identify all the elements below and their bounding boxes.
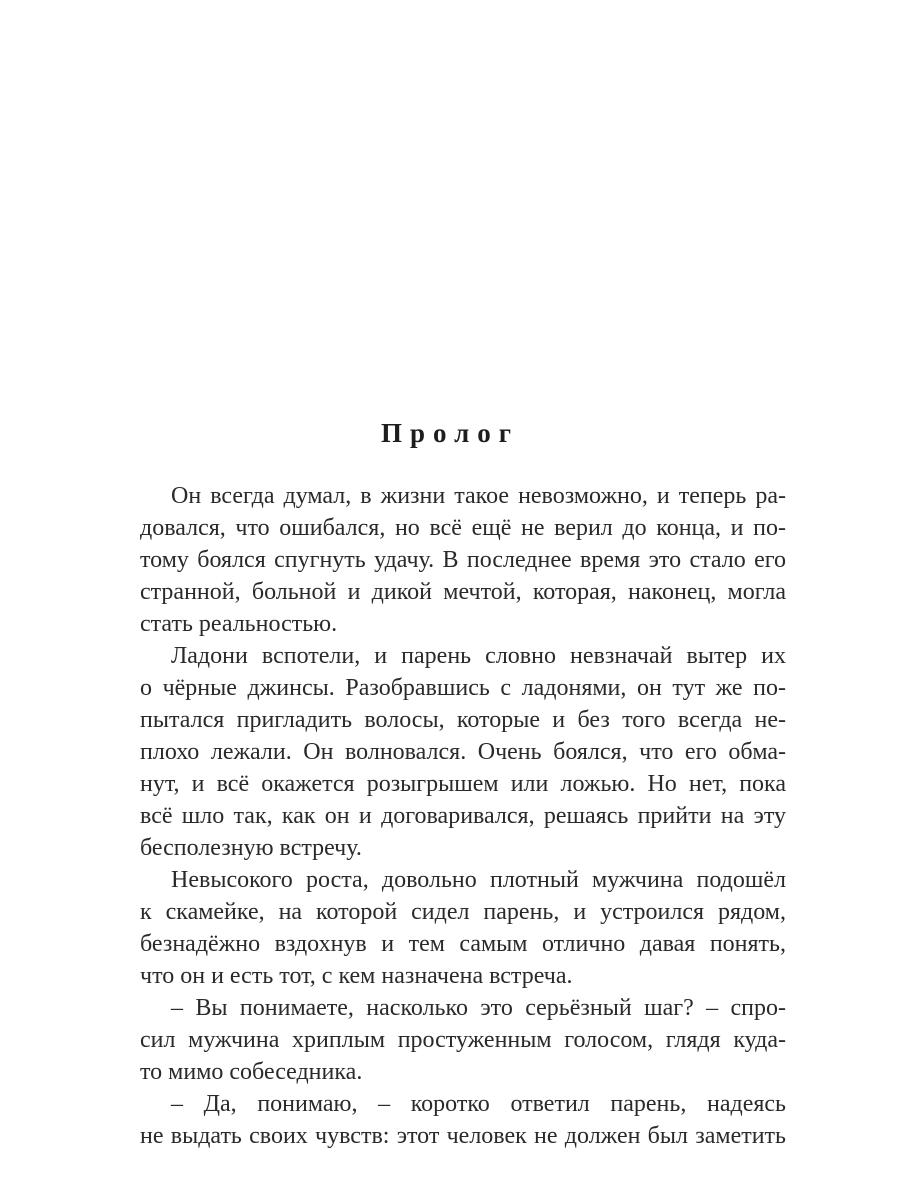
body-text	[140, 480, 786, 1152]
text-line: Невысокого роста, довольно плотный мужчина подошёл	[171, 867, 786, 893]
text-line: всё шло так, как он и договаривался, решаясь прийти на эту	[140, 803, 786, 829]
text-line: что он и есть тот, с кем назначена встреча.	[140, 963, 573, 989]
text-line: нут, и всё окажется розыгрышем или ложью. Но нет, пока	[140, 771, 786, 797]
paragraph	[140, 1088, 786, 1152]
text-line: сил мужчина хриплым простуженным голосом, глядя куда-	[140, 1027, 786, 1053]
text-line: не выдать своих чувств: этот человек не должен был заметить	[140, 1123, 786, 1149]
text-line: странной, больной и дикой мечтой, которая, наконец, могла	[140, 579, 786, 605]
text-line: пытался пригладить волосы, которые и без того всегда не-	[140, 707, 786, 733]
text-line: Ладони вспотели, и парень словно невзначай вытер их	[171, 643, 786, 669]
text-line: тому боялся спугнуть удачу. В последнее время это стало его	[140, 547, 786, 573]
text-line: к скамейке, на которой сидел парень, и устроился рядом,	[140, 899, 786, 925]
chapter-title: Пролог	[380, 418, 520, 448]
text-line: безнадёжно вздохнув и тем самым отлично давая понять,	[140, 931, 786, 957]
paragraph	[140, 640, 786, 864]
text-line: о чёрные джинсы. Разобравшись с ладонями, он тут же по-	[140, 675, 786, 701]
text-line: довался, что ошибался, но всё ещё не верил до конца, и по-	[140, 515, 786, 541]
text-line: Он всегда думал, в жизни такое невозможно, и теперь ра-	[171, 483, 786, 509]
paragraph	[140, 480, 786, 640]
paragraph	[140, 864, 786, 992]
text-line: – Вы понимаете, насколько это серьёзный шаг? – спро-	[171, 995, 786, 1021]
text-line: плохо лежали. Он волновался. Очень боялся, что его обма-	[140, 739, 786, 765]
text-line: – Да, понимаю, – коротко ответил парень, надеясь	[171, 1091, 786, 1117]
text-line: бесполезную встречу.	[140, 835, 362, 861]
text-line: стать реальностью.	[140, 611, 338, 637]
text-line: то мимо собеседника.	[140, 1059, 363, 1085]
paragraph	[140, 992, 786, 1088]
